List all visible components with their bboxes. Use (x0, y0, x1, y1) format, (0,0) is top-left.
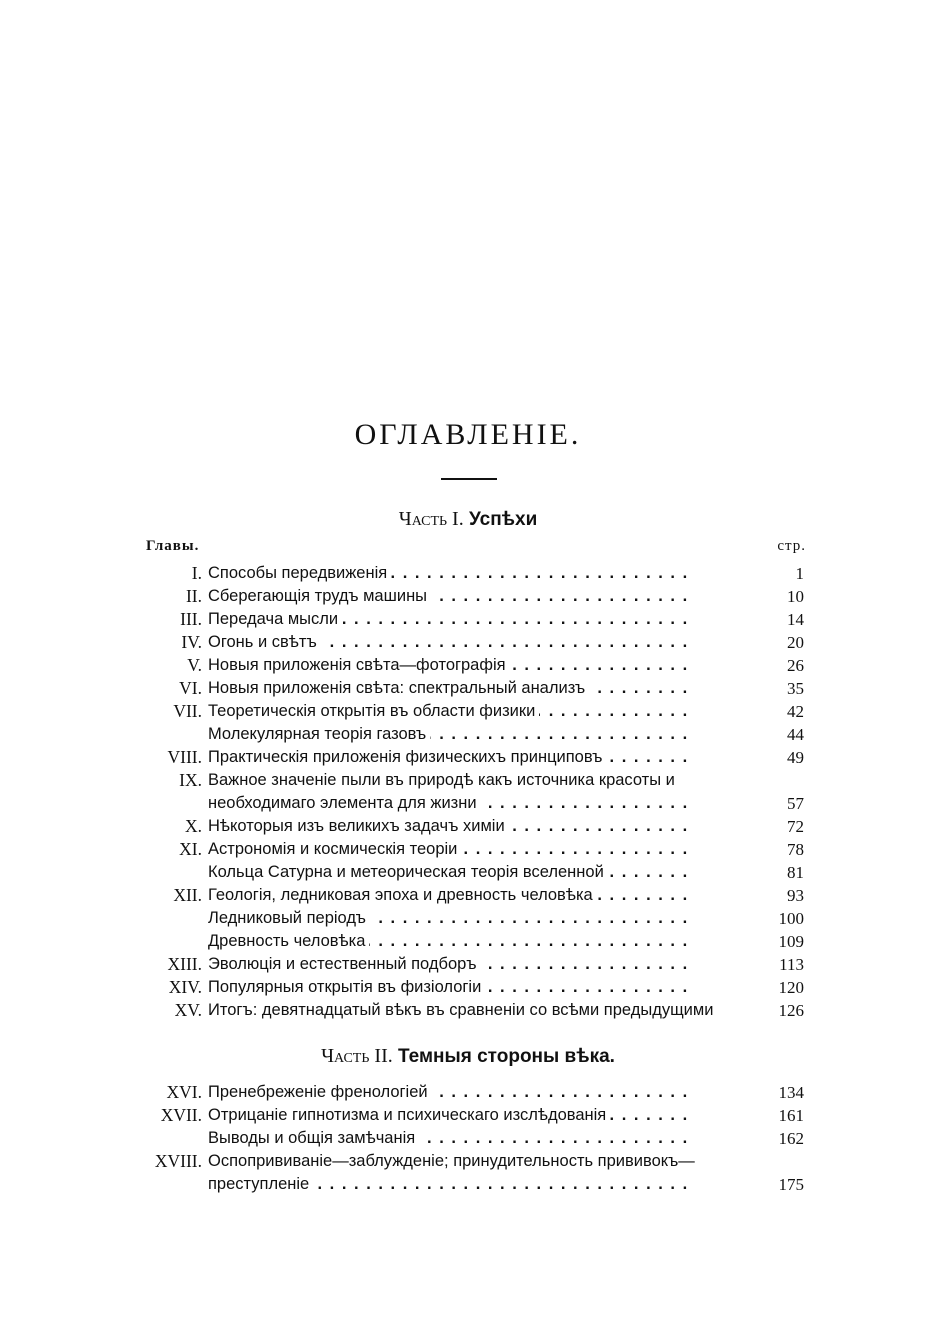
chapter-title (208, 1081, 764, 1104)
toc-entry (0, 1173, 936, 1196)
page-number: 175 (778, 1175, 804, 1194)
chapter-number: XII. (173, 885, 202, 905)
chapter-title (208, 838, 764, 861)
chapter-title-text: Итогъ: девятнадцатый вѣкъ въ сравненіи со всѣми предыдущими (208, 1001, 717, 1019)
chapter-title-text: Астрономія и космическія теоріи (208, 840, 461, 858)
part-2-prefix: Часть II. (321, 1045, 393, 1067)
chapter-title (208, 677, 764, 700)
page-number: 162 (778, 1129, 804, 1148)
toc-entry (0, 999, 936, 1022)
chapter-number: XVIII. (154, 1151, 202, 1171)
toc-entry (0, 746, 936, 769)
toc-entry (0, 907, 936, 930)
toc-entry (0, 815, 936, 838)
chapter-number: IX. (179, 770, 202, 790)
toc-entry (0, 677, 936, 700)
title-rule (441, 478, 497, 480)
chapter-title (208, 1150, 764, 1173)
page-number: 20 (787, 633, 804, 652)
chapter-title (208, 953, 764, 976)
chapter-title (208, 769, 764, 792)
chapter-title-text: Геологія, ледниковая эпоха и древность человѣка (208, 886, 597, 904)
page-number: 1 (795, 564, 804, 583)
chapter-number: II. (185, 586, 202, 606)
page-number: 100 (778, 909, 804, 928)
chapter-number: XVII. (160, 1105, 202, 1125)
chapter-title (208, 608, 764, 631)
toc-entry (0, 631, 936, 654)
page-number: 57 (787, 794, 804, 813)
page-number: 10 (787, 587, 804, 606)
chapter-title (208, 861, 764, 884)
part-1-heading (0, 508, 936, 531)
chapter-title-text: Важное значеніе пыли въ природѣ какъ источника красоты и (208, 771, 679, 789)
toc-entry (0, 1104, 936, 1127)
part-2-name: Темныя стороны вѣка. (398, 1046, 615, 1067)
chapter-title-text: Древность человѣка (208, 932, 369, 950)
chapter-title-text: Способы передвиженія (208, 564, 391, 582)
toc-entry (0, 1127, 936, 1150)
page-number: 120 (778, 978, 804, 997)
chapter-title-text: Нѣкоторыя изъ великихъ задачъ химіи (208, 817, 509, 835)
toc-entry (0, 585, 936, 608)
chapter-title-text: Популярныя открытія въ физіологіи (208, 978, 485, 996)
page-number: 49 (787, 748, 804, 767)
chapter-title (208, 792, 764, 815)
page-number: 134 (778, 1083, 804, 1102)
toc-entry (0, 562, 936, 585)
chapter-title (208, 1173, 764, 1196)
page-number: 44 (787, 725, 804, 744)
toc-entry (0, 976, 936, 999)
pages-header: стр. (777, 538, 806, 554)
chapter-title-text: Молекулярная теорія газовъ (208, 725, 430, 743)
toc-entry (0, 861, 936, 884)
toc-entry (0, 1150, 936, 1173)
toc-entry (0, 838, 936, 861)
chapter-title (208, 585, 764, 608)
chapter-title (208, 930, 764, 953)
chapter-title-text: Сберегающія трудъ машины (208, 587, 431, 605)
page-number: 126 (778, 1001, 804, 1020)
chapter-title (208, 907, 764, 930)
chapter-title (208, 999, 764, 1022)
page-number: 113 (779, 955, 804, 974)
chapter-number: XIV. (168, 977, 202, 997)
chapter-title-text: Ледниковый періодъ (208, 909, 370, 927)
part-2-heading (0, 1045, 936, 1068)
chapter-title-text: преступленіе (208, 1175, 313, 1193)
chapter-title-text: Эволюція и естественный подборъ (208, 955, 481, 973)
chapter-title (208, 815, 764, 838)
chapter-title (208, 700, 764, 723)
toc-entry (0, 700, 936, 723)
page-number: 26 (787, 656, 804, 675)
chapter-title (208, 884, 764, 907)
chapter-title-text: Пренебреженіе френологіей (208, 1083, 432, 1101)
page-number: 78 (787, 840, 804, 859)
page-number: 42 (787, 702, 804, 721)
part-1-name: Успѣхи (469, 509, 538, 530)
chapter-title (208, 654, 764, 677)
toc-entry (0, 723, 936, 746)
chapter-title-text: Оспопрививаніе—заблужденіе; принудительность прививокъ— (208, 1152, 699, 1170)
chapter-title-text: Новыя приложенія свѣта: спектральный анализъ (208, 679, 589, 697)
chapter-title-text: Кольца Сатурна и метеорическая теорія вселенной (208, 863, 608, 881)
page-number: 93 (787, 886, 804, 905)
chapter-title (208, 976, 764, 999)
page-number: 81 (787, 863, 804, 882)
page-number: 72 (787, 817, 804, 836)
chapter-title (208, 631, 764, 654)
chapter-title (208, 1127, 764, 1150)
chapter-number: XV. (174, 1000, 202, 1020)
toc-entry (0, 1081, 936, 1104)
chapter-number: V. (187, 655, 202, 675)
chapter-title (208, 746, 764, 769)
chapter-number: XIII. (167, 954, 202, 974)
page-title: ОГЛАВЛЕНІЕ. (354, 418, 582, 451)
chapter-title-text: Выводы и общія замѣчанія (208, 1129, 419, 1147)
toc-entry (0, 608, 936, 631)
chapter-title-text: необходимаго элемента для жизни (208, 794, 481, 812)
page-number: 35 (787, 679, 804, 698)
chapter-title-text: Практическія приложенія физическихъ принциповъ (208, 748, 606, 766)
toc-entry (0, 792, 936, 815)
toc-entry (0, 930, 936, 953)
chapter-number: VII. (173, 701, 202, 721)
chapter-number: X. (184, 816, 202, 836)
chapter-title (208, 1104, 764, 1127)
page-number: 14 (787, 610, 804, 629)
chapter-number: XI. (179, 839, 202, 859)
page-number: 109 (778, 932, 804, 951)
chapter-title-text: Передача мысли (208, 610, 342, 628)
chapter-title-text: Отрицаніе гипнотизма и психическаго изслѣдованія (208, 1106, 610, 1124)
toc-entry (0, 769, 936, 792)
chapter-title-text: Огонь и свѣтъ (208, 633, 321, 651)
chapter-title-text: Теоретическія открытія въ области физики (208, 702, 539, 720)
toc-entry (0, 654, 936, 677)
chapter-number: VIII. (167, 747, 202, 767)
chapter-title (208, 562, 764, 585)
chapter-title (208, 723, 764, 746)
chapter-number: III. (180, 609, 202, 629)
chapters-header: Главы. (146, 538, 200, 554)
chapter-number: XVI. (166, 1082, 202, 1102)
toc-entry (0, 953, 936, 976)
chapter-number: IV. (181, 632, 202, 652)
chapter-number: I. (191, 563, 202, 583)
page-number: 161 (778, 1106, 804, 1125)
toc-entry (0, 884, 936, 907)
chapter-title-text: Новыя приложенія свѣта—фотографія (208, 656, 510, 674)
chapter-number: VI. (179, 678, 202, 698)
part-1-prefix: Часть I. (398, 508, 464, 530)
